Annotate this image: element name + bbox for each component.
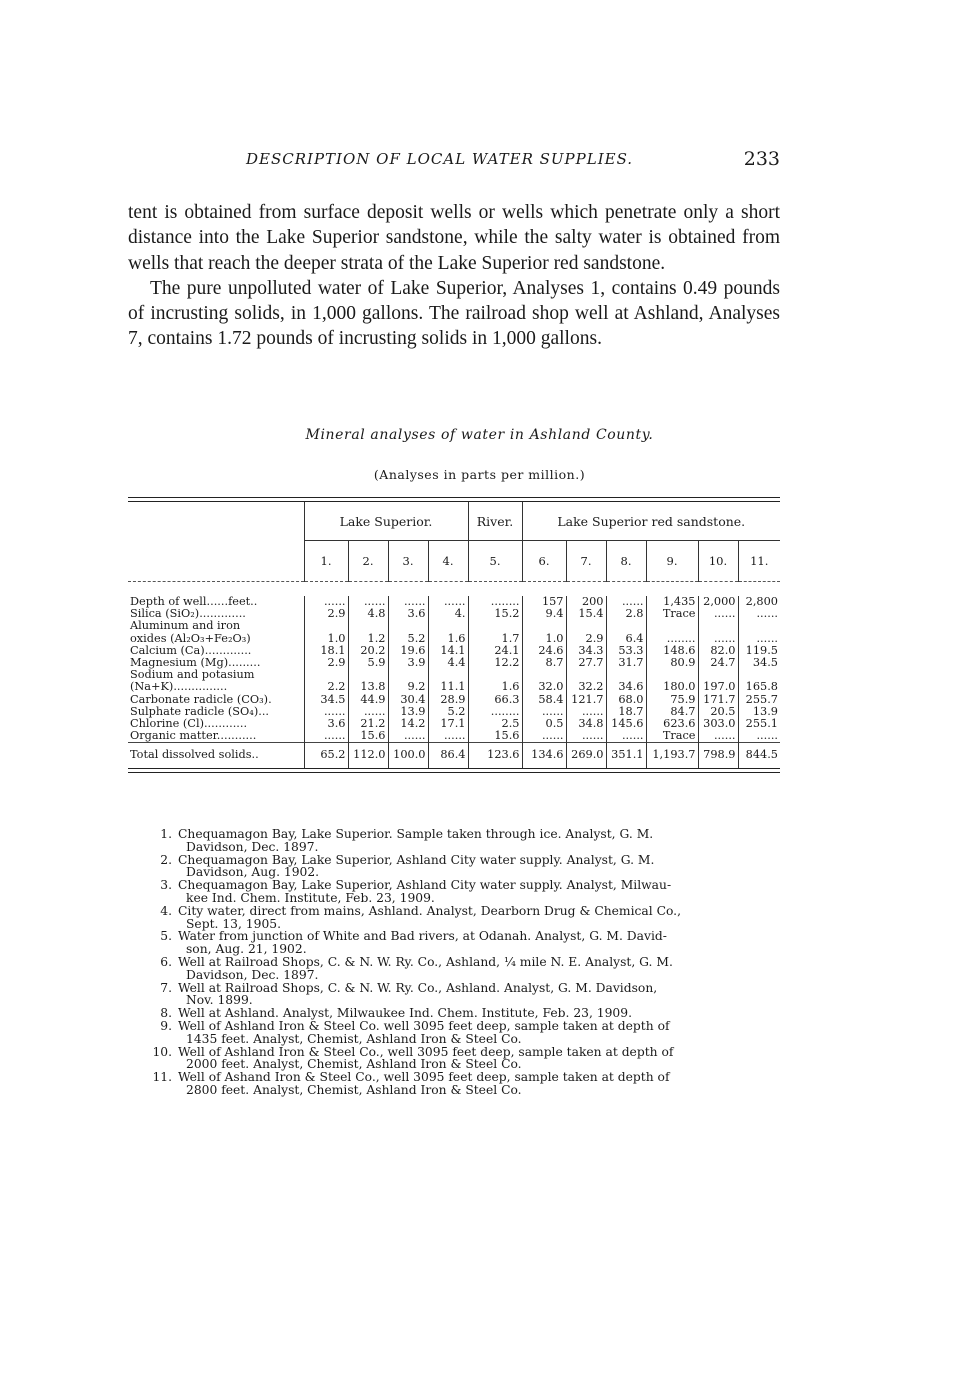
- footnote-continuation: [148, 892, 788, 904]
- table-cell: [348, 620, 388, 632]
- table-cell: 6.4: [606, 633, 646, 645]
- footnote-text: Water from junction of White and Bad rivers, at Odanah. Analyst, G. M. David-: [178, 929, 667, 944]
- table-cell: 53.3: [606, 645, 646, 657]
- table-cell: 119.5: [738, 645, 780, 657]
- analysis-number: 1.: [304, 541, 348, 582]
- table-cell: 121.7: [566, 694, 606, 706]
- total-cell: 134.6: [522, 743, 566, 768]
- footnote: [148, 956, 788, 968]
- footnote-continuation: [148, 943, 788, 955]
- table-cell: ......: [566, 730, 606, 743]
- table-cell: 1.2: [348, 633, 388, 645]
- table-cell: 32.2: [566, 681, 606, 693]
- footnote-continuation: [148, 918, 788, 930]
- analysis-number: 3.: [388, 541, 428, 582]
- table-cell: 15.6: [468, 730, 522, 743]
- analyses-grid: [128, 502, 780, 768]
- table-cell: 4.8: [348, 608, 388, 620]
- row-label: Calcium (Ca).............: [130, 643, 252, 657]
- table-cell: 5.2: [428, 706, 468, 718]
- row-label: Aluminum and iron: [130, 619, 241, 633]
- table-cell: 24.6: [522, 645, 566, 657]
- total-cell: 65.2: [304, 743, 348, 768]
- table-cell: 18.7: [606, 706, 646, 718]
- table-cell: 623.6: [646, 718, 698, 730]
- table-cell: 303.0: [698, 718, 738, 730]
- table-cell: [646, 620, 698, 632]
- footnote-continuation-text: Nov. 1899.: [186, 993, 253, 1008]
- table-row: [128, 730, 780, 743]
- table-cell: 1.7: [468, 633, 522, 645]
- footnote: [148, 854, 788, 866]
- table-cell: 15.2: [468, 608, 522, 620]
- table-cell: 21.2: [348, 718, 388, 730]
- footnote-text: Well at Railroad Shops, C. & N. W. Ry. Co., Ashland. Analyst, G. M. Davidson,: [178, 980, 658, 995]
- table-cell: 68.0: [606, 694, 646, 706]
- table-cell: 13.9: [738, 706, 780, 718]
- table-cell: 2.5: [468, 718, 522, 730]
- footnote-text: Well at Railroad Shops, C. & N. W. Ry. Co., Ashland, ¼ mile N. E. Analyst, G. M.: [178, 954, 673, 969]
- total-cell: 1,193.7: [646, 743, 698, 768]
- table-cell: 8.7: [522, 657, 566, 669]
- footnote-number: 2.: [160, 852, 172, 867]
- table-cell: ......: [522, 730, 566, 743]
- footnote-continuation-text: kee Ind. Chem. Institute, Feb. 23, 1909.: [186, 890, 435, 905]
- total-cell: 269.0: [566, 743, 606, 768]
- table-cell: ......: [304, 706, 348, 718]
- table-cell: 3.6: [388, 608, 428, 620]
- footnote-text: Well of Ashland Iron & Steel Co. well 3095 feet deep, sample taken at depth of: [178, 1018, 670, 1033]
- footnote: [148, 982, 788, 994]
- total-row: [128, 743, 780, 768]
- footnote-text: Chequamagon Bay, Lake Superior, Ashland City water supply. Analyst, G. M.: [178, 852, 655, 867]
- table-cell: 4.4: [428, 657, 468, 669]
- row-label: Sulphate radicle (SO₄)...: [130, 704, 269, 718]
- running-head: [128, 150, 780, 174]
- table-cell: 157: [522, 596, 566, 608]
- analysis-number: 10.: [698, 541, 738, 582]
- analyses-table: [128, 497, 780, 773]
- table-cell: ........: [468, 596, 522, 608]
- row-label-header: [128, 502, 304, 582]
- table-cell: 44.9: [348, 694, 388, 706]
- table-cell: ......: [698, 608, 738, 620]
- table-cell: 32.0: [522, 681, 566, 693]
- row-label: Silica (SiO₂).............: [130, 607, 246, 621]
- table-cell: ......: [304, 730, 348, 743]
- spacer-row: [128, 582, 780, 597]
- analysis-number: 7.: [566, 541, 606, 582]
- table-cell: 1.0: [304, 633, 348, 645]
- table-cell: 255.1: [738, 718, 780, 730]
- table-cell: ......: [606, 730, 646, 743]
- table-cell: 11.1: [428, 681, 468, 693]
- table-cell: 84.7: [646, 706, 698, 718]
- table-cell: ......: [738, 730, 780, 743]
- table-cell: 31.7: [606, 657, 646, 669]
- footnote-number: 6.: [160, 954, 172, 969]
- total-cell: 112.0: [348, 743, 388, 768]
- footnote-continuation: [148, 1033, 788, 1045]
- total-cell: 86.4: [428, 743, 468, 768]
- running-head-title: DESCRIPTION OF LOCAL WATER SUPPLIES.: [246, 150, 634, 168]
- table-cell: ......: [388, 730, 428, 743]
- table-cell: 5.2: [388, 633, 428, 645]
- table-cell: 13.8: [348, 681, 388, 693]
- table-cell: ......: [566, 706, 606, 718]
- footnote-text: Well at Ashland. Analyst, Milwaukee Ind. Chem. Institute, Feb. 23, 1909.: [178, 1006, 632, 1021]
- table-cell: 30.4: [388, 694, 428, 706]
- table-cell: 171.7: [698, 694, 738, 706]
- table-cell: 145.6: [606, 718, 646, 730]
- table-cell: ......: [738, 633, 780, 645]
- row-label: oxides (Al₂O₃+Fe₂O₃): [130, 631, 251, 645]
- analysis-number: 9.: [646, 541, 698, 582]
- table-row: [128, 681, 780, 693]
- total-label: Total dissolved solids..: [128, 743, 304, 768]
- footnote-text: Well of Ashand Iron & Steel Co., well 3095 feet deep, sample taken at depth of: [178, 1070, 670, 1085]
- footnote-continuation: [148, 1058, 788, 1070]
- table-cell: 9.4: [522, 608, 566, 620]
- table-cell: 1,435: [646, 596, 698, 608]
- table-cell: 3.6: [304, 718, 348, 730]
- footnote-text: Chequamagon Bay, Lake Superior. Sample taken through ice. Analyst, G. M.: [178, 827, 654, 841]
- footnote-text: Well of Ashland Iron & Steel Co., well 3095 feet deep, sample taken at depth of: [178, 1044, 674, 1059]
- table-cell: 5.9: [348, 657, 388, 669]
- table-cell: 1.0: [522, 633, 566, 645]
- table-caption: Mineral analyses of water in Ashland County.: [305, 427, 654, 443]
- table-cell: 14.2: [388, 718, 428, 730]
- footnote: [148, 1071, 788, 1083]
- footnote: [148, 1046, 788, 1058]
- table-cell: ........: [468, 706, 522, 718]
- analysis-number: 2.: [348, 541, 388, 582]
- footnote-continuation-text: 1435 feet. Analyst, Chemist, Ashland Iron & Steel Co.: [186, 1031, 522, 1046]
- table-cell: 165.8: [738, 681, 780, 693]
- footnote-number: 3.: [160, 878, 172, 893]
- total-cell: 351.1: [606, 743, 646, 768]
- table-cell: 34.8: [566, 718, 606, 730]
- table-cell: 255.7: [738, 694, 780, 706]
- table-cell: 180.0: [646, 681, 698, 693]
- footnote-continuation-text: Davidson, Dec. 1897.: [186, 967, 319, 982]
- table-cell: 17.1: [428, 718, 468, 730]
- table-cell: 28.9: [428, 694, 468, 706]
- table-cell: 27.7: [566, 657, 606, 669]
- table-cell: 148.6: [646, 645, 698, 657]
- paragraph-2: The pure unpolluted water of Lake Superior, Analyses 1, contains 0.49 pounds of incrusting solids, in 1,000 gallons. The railroad shop well at Ashland, Analyses 7, contains 1.72 pounds of incrusting solids in 1,000 gallons.: [128, 277, 780, 350]
- table-cell: 2.2: [304, 681, 348, 693]
- table-cell: 12.2: [468, 657, 522, 669]
- table-cell: [388, 620, 428, 632]
- group-red-sandstone: Lake Superior red sandstone.: [522, 502, 780, 541]
- table-cell: 15.6: [348, 730, 388, 743]
- table-cell: [738, 620, 780, 632]
- table-cell: 2,000: [698, 596, 738, 608]
- table-cell: [606, 620, 646, 632]
- table-cell: Trace: [646, 730, 698, 743]
- row-label: Magnesium (Mg).........: [130, 656, 261, 670]
- analysis-number: 11.: [738, 541, 780, 582]
- table-row: [128, 633, 780, 645]
- footnote-number: 7.: [160, 980, 172, 995]
- paragraph-1: tent is obtained from surface deposit wells or wells which penetrate only a short distance into the Lake Superior sandstone, while the salty water is obtained from wells that reach the deeper strata of the Lake Superior red sandstone.: [128, 202, 780, 274]
- table-cell: 2.9: [304, 657, 348, 669]
- analysis-number: 8.: [606, 541, 646, 582]
- table-row: [128, 694, 780, 706]
- table-cell: ......: [304, 596, 348, 608]
- table-cell: ......: [348, 706, 388, 718]
- table-cell: [522, 620, 566, 632]
- group-river: River.: [468, 502, 522, 541]
- table-cell: 197.0: [698, 681, 738, 693]
- footnote-text: City water, direct from mains, Ashland. Analyst, Dearborn Drug & Chemical Co.,: [178, 903, 681, 918]
- table-cell: ......: [698, 730, 738, 743]
- footnote: [148, 1007, 788, 1019]
- row-label: (Na+K)...............: [130, 680, 228, 694]
- table-cell: [428, 620, 468, 632]
- table-cell: 13.9: [388, 706, 428, 718]
- footnote-number: 4.: [160, 903, 172, 918]
- footnote-number: 5.: [160, 929, 172, 944]
- table-cell: [304, 620, 348, 632]
- footnote-text: Chequamagon Bay, Lake Superior, Ashland City water supply. Analyst, Milwau-: [178, 878, 672, 893]
- total-cell: 844.5: [738, 743, 780, 768]
- table-cell: ......: [388, 596, 428, 608]
- table-cell: 66.3: [468, 694, 522, 706]
- footnote-continuation: [148, 994, 788, 1006]
- row-label: Sodium and potasium: [130, 668, 255, 682]
- spacer-cell: [128, 582, 780, 597]
- footnote-continuation: [148, 969, 788, 981]
- row-label: Organic matter...........: [130, 729, 257, 743]
- footnote: [148, 905, 788, 917]
- footnote-number: 10.: [152, 1044, 172, 1059]
- table-subcaption: (Analyses in parts per million.): [373, 467, 586, 482]
- table-cell: 9.2: [388, 681, 428, 693]
- footnote-continuation: [148, 841, 788, 853]
- table-cell: 24.1: [468, 645, 522, 657]
- footnote-number: 11.: [152, 1070, 172, 1085]
- table-cell: 2.9: [304, 608, 348, 620]
- footnote: [148, 828, 788, 840]
- table-cell: 18.1: [304, 645, 348, 657]
- row-label: Chlorine (Cl)............: [130, 717, 248, 731]
- table-cell: 0.5: [522, 718, 566, 730]
- table-cell: 20.5: [698, 706, 738, 718]
- footnote-continuation-text: son, Aug. 21, 1902.: [186, 942, 307, 957]
- table-cell: 24.7: [698, 657, 738, 669]
- table-cell: 34.5: [738, 657, 780, 669]
- footnote-continuation-text: Davidson, Aug. 1902.: [186, 865, 320, 880]
- table-cell: 34.5: [304, 694, 348, 706]
- table-cell: [566, 620, 606, 632]
- body-text: [128, 200, 780, 352]
- table-cell: 200: [566, 596, 606, 608]
- table-cell: 58.4: [522, 694, 566, 706]
- table-cell: [698, 620, 738, 632]
- table-cell: 80.9: [646, 657, 698, 669]
- table-cell: ........: [646, 633, 698, 645]
- table-cell: ......: [738, 608, 780, 620]
- table-body: [128, 582, 780, 768]
- table-cell: 20.2: [348, 645, 388, 657]
- analysis-number: 5.: [468, 541, 522, 582]
- group-lake-superior: Lake Superior.: [304, 502, 468, 541]
- table-cell: ......: [698, 633, 738, 645]
- footnote-number: 9.: [160, 1018, 172, 1033]
- table-cell: 2,800: [738, 596, 780, 608]
- table-cell: ......: [606, 596, 646, 608]
- table-cell: 75.9: [646, 694, 698, 706]
- table-row: [128, 620, 780, 632]
- table-cell: 3.9: [388, 657, 428, 669]
- page-number: 233: [743, 148, 780, 170]
- table-cell: ......: [428, 596, 468, 608]
- footnote-continuation-text: 2800 feet. Analyst, Chemist, Ashland Iron & Steel Co.: [186, 1082, 522, 1097]
- analysis-number: 6.: [522, 541, 566, 582]
- total-cell: 798.9: [698, 743, 738, 768]
- table-cell: 19.6: [388, 645, 428, 657]
- total-cell: 100.0: [388, 743, 428, 768]
- footnote-continuation: [148, 866, 788, 878]
- table-cell: ......: [348, 596, 388, 608]
- footnote-number: 8.: [160, 1006, 172, 1021]
- table-cell: 82.0: [698, 645, 738, 657]
- table-cell: 15.4: [566, 608, 606, 620]
- footnote-continuation: [148, 1084, 788, 1096]
- table-cell: 2.8: [606, 608, 646, 620]
- footnote: [148, 1020, 788, 1032]
- table-cell: Trace: [646, 608, 698, 620]
- footnote-continuation-text: Sept. 13, 1905.: [186, 916, 282, 931]
- footnote-number: 1.: [160, 827, 172, 841]
- footnote-continuation-text: 2000 feet. Analyst, Chemist, Ashland Iron & Steel Co.: [186, 1057, 522, 1072]
- footnote: [148, 879, 788, 891]
- total-cell: 123.6: [468, 743, 522, 768]
- table-cell: 34.3: [566, 645, 606, 657]
- table-cell: 4.: [428, 608, 468, 620]
- row-label: Carbonate radicle (CO₃).: [130, 692, 272, 706]
- table-cell: 1.6: [468, 681, 522, 693]
- table-cell: 14.1: [428, 645, 468, 657]
- table-cell: 34.6: [606, 681, 646, 693]
- row-label: Depth of well......feet..: [130, 595, 258, 608]
- table-cell: ......: [522, 706, 566, 718]
- table-cell: [468, 620, 522, 632]
- footnote: [148, 930, 788, 942]
- analysis-number: 4.: [428, 541, 468, 582]
- table-bottom-rule: [128, 768, 780, 773]
- footnotes: [148, 828, 788, 1097]
- table-cell: 2.9: [566, 633, 606, 645]
- table-cell: ......: [428, 730, 468, 743]
- footnote-continuation-text: Davidson, Dec. 1897.: [186, 839, 319, 854]
- table-cell: 1.6: [428, 633, 468, 645]
